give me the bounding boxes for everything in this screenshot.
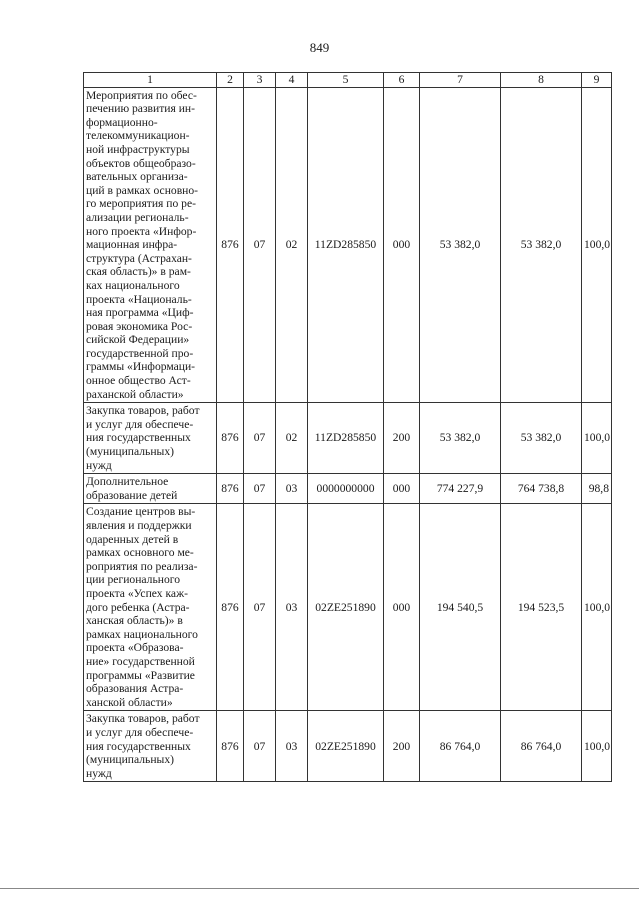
- target-article-code: 0000000000: [308, 474, 384, 504]
- expense-type-code: 000: [384, 474, 420, 504]
- execution-percent: 100,0: [582, 403, 612, 474]
- subsection-code: 03: [276, 711, 308, 782]
- execution-percent: 100,0: [582, 711, 612, 782]
- section-code: 07: [244, 403, 276, 474]
- executed-amount: 194 523,5: [501, 504, 582, 711]
- subsection-code: 03: [276, 504, 308, 711]
- section-code: 07: [244, 504, 276, 711]
- execution-percent: 98,8: [582, 474, 612, 504]
- column-header: 2: [217, 73, 244, 88]
- ministry-code: 876: [217, 87, 244, 403]
- subsection-code: 02: [276, 403, 308, 474]
- section-code: 07: [244, 87, 276, 403]
- expense-type-code: 000: [384, 504, 420, 711]
- target-article-code: 11ZD285850: [308, 87, 384, 403]
- column-header: 5: [308, 73, 384, 88]
- column-header: 1: [84, 73, 217, 88]
- row-name: Мероприятия по обес- печению развития ин- формационно- телекоммуникацион- ной инфраструктуры объектов общеобразо- вательных организа- ций в рамках основно- го мероприятия по ре- ализации региональ- ного проекта «Инфор- мационная инфра- структура (Астрахан- ская область)» в рам- ках национального проекта «Националь- ная программа «Циф- ровая экономика Рос- сийской Федерации» государственной про- граммы «Информаци- онное общество Аст- раханской области»: [84, 87, 217, 403]
- planned-amount: 53 382,0: [420, 87, 501, 403]
- ministry-code: 876: [217, 711, 244, 782]
- row-name: Закупка товаров, работ и услуг для обеспече- ния государственных (муниципальных) нужд: [84, 403, 217, 474]
- executed-amount: 764 738,8: [501, 474, 582, 504]
- page-bottom-rule: [0, 888, 639, 889]
- table-row: [84, 504, 612, 711]
- column-header: 6: [384, 73, 420, 88]
- ministry-code: 876: [217, 403, 244, 474]
- subsection-code: 02: [276, 87, 308, 403]
- executed-amount: 86 764,0: [501, 711, 582, 782]
- column-header: 9: [582, 73, 612, 88]
- planned-amount: 774 227,9: [420, 474, 501, 504]
- page-number: 849: [309, 40, 330, 55]
- table-header-row: [84, 73, 612, 88]
- expense-type-code: 000: [384, 87, 420, 403]
- table-row: [84, 403, 612, 474]
- column-header: 3: [244, 73, 276, 88]
- table-row: [84, 87, 612, 403]
- expense-type-code: 200: [384, 403, 420, 474]
- column-header: 4: [276, 73, 308, 88]
- row-name: Создание центров вы- явления и поддержки одаренных детей в рамках основного ме- роприятия по реализа- ции регионального проекта «Успех каж- дого ребенка (Астра- ханская область)» в рамках национального проекта «Образова- ние» государственной программы «Развитие образования Астра- ханской области»: [84, 504, 217, 711]
- section-code: 07: [244, 711, 276, 782]
- row-name: Дополнительное образование детей: [84, 474, 217, 504]
- column-header: 7: [420, 73, 501, 88]
- table-row: [84, 474, 612, 504]
- executed-amount: 53 382,0: [501, 403, 582, 474]
- target-article-code: 11ZD285850: [308, 403, 384, 474]
- planned-amount: 194 540,5: [420, 504, 501, 711]
- row-name: Закупка товаров, работ и услуг для обеспече- ния государственных (муниципальных) нужд: [84, 711, 217, 782]
- table-row: [84, 711, 612, 782]
- expense-type-code: 200: [384, 711, 420, 782]
- planned-amount: 86 764,0: [420, 711, 501, 782]
- budget-table: [83, 72, 612, 782]
- planned-amount: 53 382,0: [420, 403, 501, 474]
- target-article-code: 02ZE251890: [308, 504, 384, 711]
- execution-percent: 100,0: [582, 504, 612, 711]
- executed-amount: 53 382,0: [501, 87, 582, 403]
- column-header: 8: [501, 73, 582, 88]
- ministry-code: 876: [217, 504, 244, 711]
- section-code: 07: [244, 474, 276, 504]
- ministry-code: 876: [217, 474, 244, 504]
- execution-percent: 100,0: [582, 87, 612, 403]
- target-article-code: 02ZE251890: [308, 711, 384, 782]
- subsection-code: 03: [276, 474, 308, 504]
